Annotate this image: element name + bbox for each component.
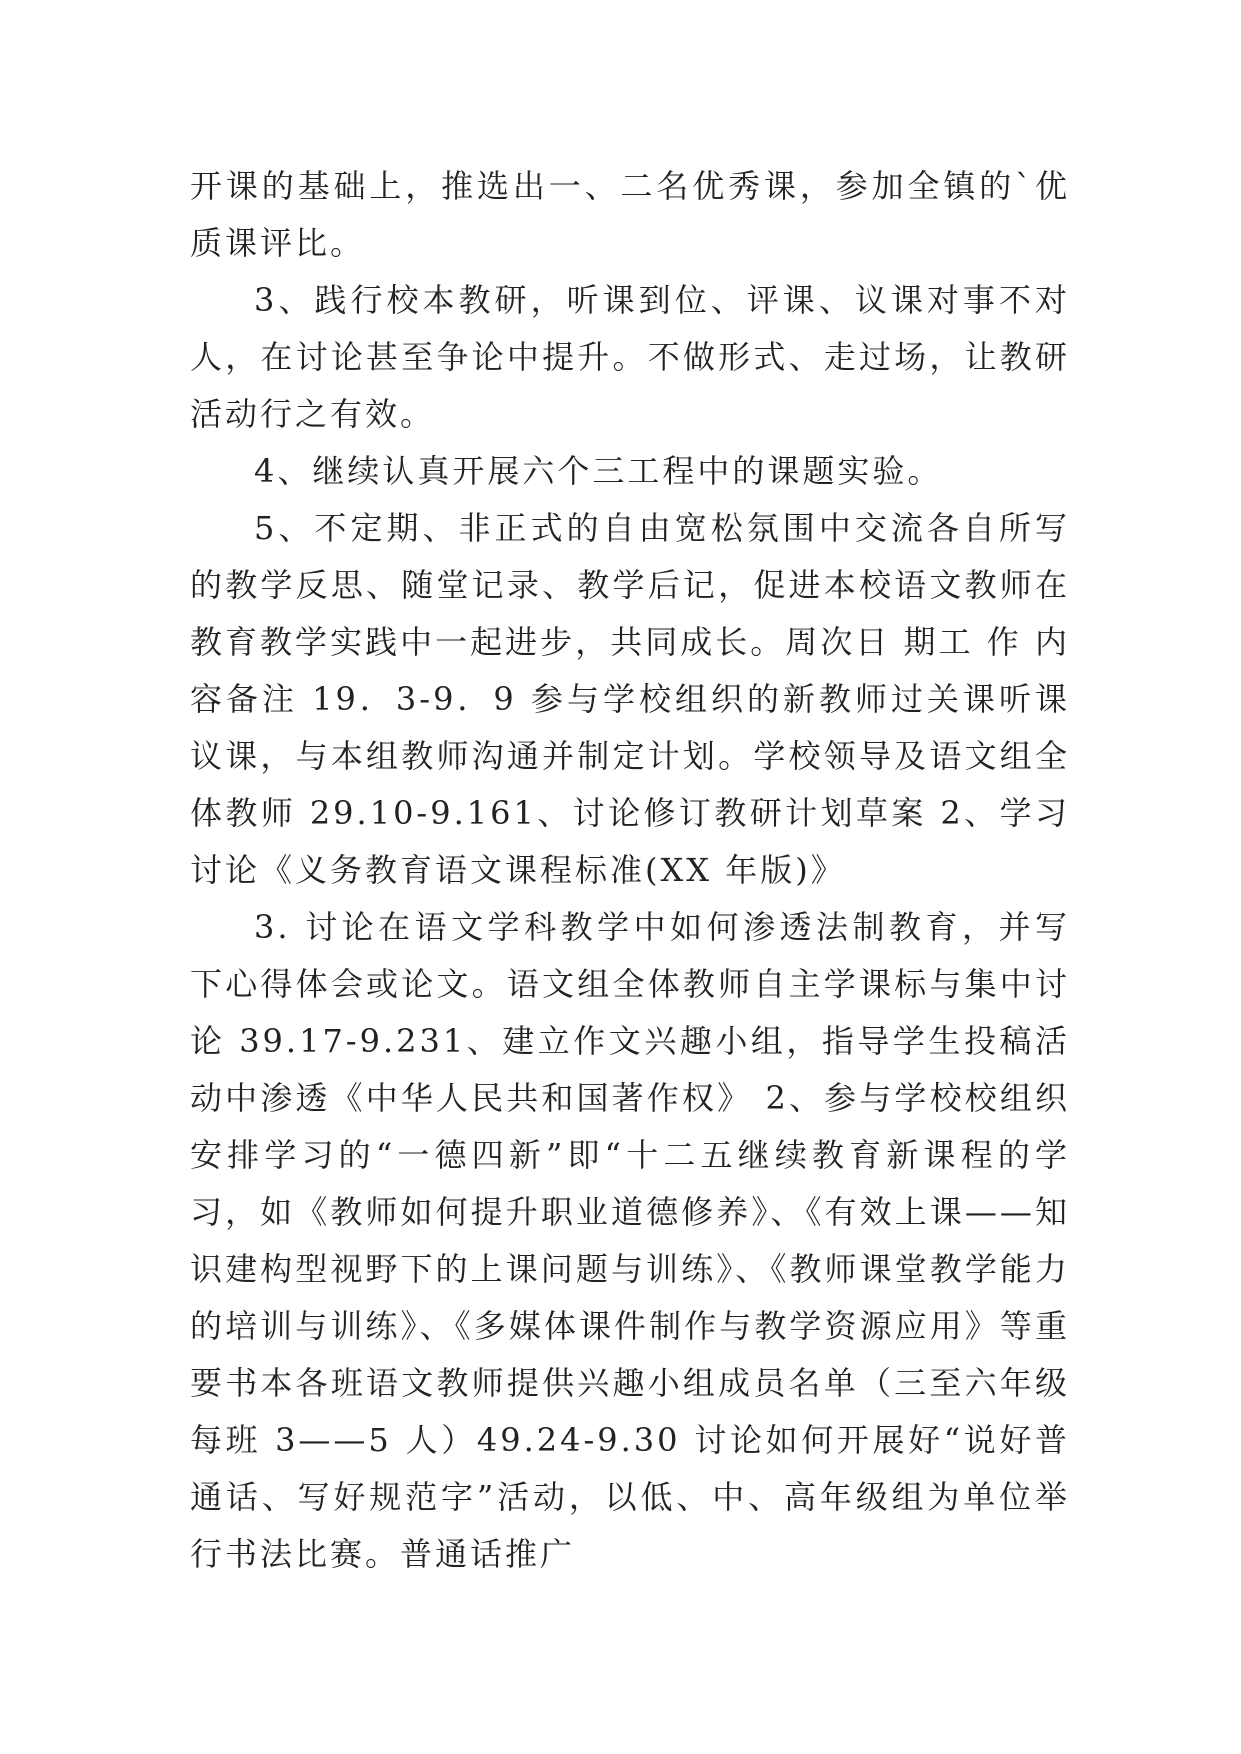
- paragraph-4: 5、不定期、非正式的自由宽松氛围中交流各自所写的教学反思、随堂记录、教学后记，促进本校语文教师在教育教学实践中一起进步，共同成长。周次日 期工 作 内 容备注 19．3-9．9 参与学校组织的新教师过关课听课议课，与本组教师沟通并制定计划。学校领导及语文组全体教师 29.10-9.161、讨论修订教研计划草案 2、学习讨论《义务教育语文课程标准(XX 年版)》: [190, 509, 1070, 889]
- paragraph-1: 开课的基础上，推选出一、二名优秀课，参加全镇的`优质课评比。: [190, 167, 1070, 262]
- paragraph-3: 4、继续认真开展六个三工程中的课题实验。: [254, 452, 943, 490]
- paragraph-2: 3、践行校本教研，听课到位、评课、议课对事不对人，在讨论甚至争论中提升。不做形式、走过场，让教研活动行之有效。: [190, 281, 1070, 433]
- document-body: [190, 158, 1070, 1583]
- paragraph-5: 3. 讨论在语文学科教学中如何渗透法制教育，并写下心得体会或论文。语文组全体教师自主学课标与集中讨论 39.17-9.231、建立作文兴趣小组，指导学生投稿活动中渗透《中华人民共和国著作权》 2、参与学校校组织安排学习的“一德四新”即“十二五继续教育新课程的学习，如《教师如何提升职业道德修养》、《有效上课——知识建构型视野下的上课问题与训练》、《教师课堂教学能力的培训与训练》、《多媒体课件制作与教学资源应用》等重要书本各班语文教师提供兴趣小组成员名单（三至六年级每班 3——5 人）49.24-9.30 讨论如何开展好“说好普通话、写好规范字”活动，以低、中、高年级组为单位举行书法比赛。普通话推广: [190, 908, 1070, 1573]
